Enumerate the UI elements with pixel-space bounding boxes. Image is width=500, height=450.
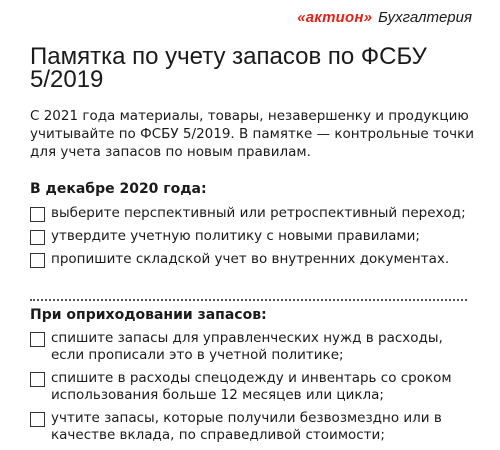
checklist-item bbox=[30, 251, 470, 268]
section-heading-receipt: При оприходовании запасов: bbox=[30, 307, 267, 323]
brand-mark: «актион» bbox=[297, 9, 373, 26]
checklist-item-text: спишите запасы для управленческих нужд в расходы, если прописали это в учетной политике; bbox=[51, 330, 443, 363]
checkbox[interactable] bbox=[30, 253, 45, 268]
checklist-item bbox=[30, 228, 470, 245]
checkbox[interactable] bbox=[30, 230, 45, 245]
brand-logo bbox=[297, 9, 472, 26]
checkbox[interactable] bbox=[30, 412, 45, 427]
checklist-december bbox=[30, 205, 470, 274]
dotted-divider bbox=[30, 299, 467, 301]
checklist-item-text: выберите перспективный или ретроспективный переход; bbox=[51, 205, 466, 221]
checklist-item-text: утвердите учетную политику с новыми правилами; bbox=[51, 228, 420, 244]
checklist-item-text: спишите в расходы спецодежду и инвентарь со сроком использования больше 12 месяцев или цикла; bbox=[51, 370, 452, 403]
checklist-item-text: пропишите складской учет во внутренних документах. bbox=[51, 251, 450, 267]
checkbox[interactable] bbox=[30, 332, 45, 347]
section-heading-december: В декабре 2020 года: bbox=[30, 181, 207, 197]
checklist-receipt bbox=[30, 330, 470, 450]
checklist-item bbox=[30, 410, 470, 444]
checkbox[interactable] bbox=[30, 207, 45, 222]
brand-name: Бухгалтерия bbox=[378, 9, 472, 26]
checklist-item bbox=[30, 205, 470, 222]
intro-text: С 2021 года материалы, товары, незавершенку и продукцию учитывайте по ФСБУ 5/2019. В памятке — контрольные точки для учета запасов по новым правилам. bbox=[30, 108, 474, 160]
page-title: Памятка по учету запасов по ФСБУ 5/2019 bbox=[30, 43, 427, 93]
checklist-item bbox=[30, 370, 470, 404]
checklist-item-text: учтите запасы, которые получили безвозмездно или в качестве вклада, по справедливой стоимости; bbox=[51, 410, 442, 443]
checklist-item bbox=[30, 330, 470, 364]
checkbox[interactable] bbox=[30, 372, 45, 387]
